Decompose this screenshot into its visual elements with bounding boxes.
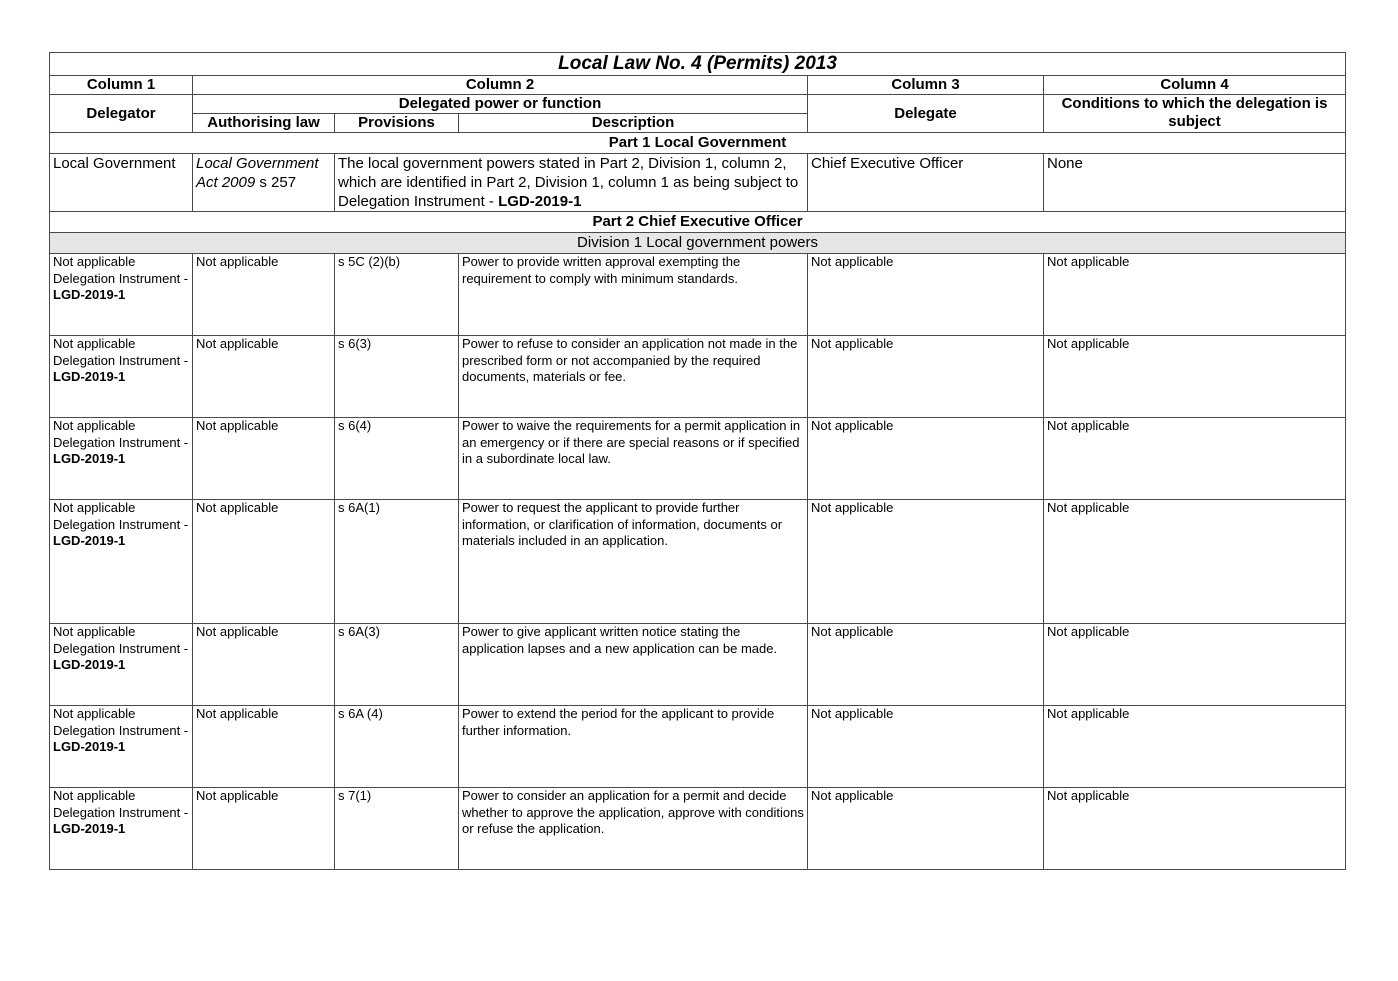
part-1-description-ref: LGD-2019-1	[498, 193, 582, 210]
row-authorising-law: Not applicable	[193, 336, 335, 418]
delegation-instrument-text: Delegation Instrument -	[53, 434, 189, 450]
row-conditions: Not applicable	[1044, 706, 1346, 788]
delegation-ref: LGD-2019-1	[53, 451, 126, 466]
row-delegator	[50, 418, 193, 500]
delegate-header: Delegate	[808, 95, 1044, 133]
row-provision: s 5C (2)(b)	[335, 254, 459, 336]
row-conditions: Not applicable	[1044, 418, 1346, 500]
row-conditions: Not applicable	[1044, 254, 1346, 336]
row-delegate: Not applicable	[808, 336, 1044, 418]
part-1-description	[335, 154, 808, 212]
table-row	[50, 500, 1346, 624]
row-authorising-law: Not applicable	[193, 788, 335, 870]
table-row	[50, 788, 1346, 870]
row-provision: s 6A (4)	[335, 706, 459, 788]
part-1-delegate: Chief Executive Officer	[808, 154, 1044, 212]
column-3-header: Column 3	[808, 76, 1044, 95]
delegator-text: Not applicable	[53, 254, 136, 269]
part-1-authorising-law	[193, 154, 335, 212]
delegated-power-header: Delegated power or function	[193, 95, 808, 114]
row-description: Power to request the applicant to provide further information, or clarification of information, documents or materials included in an application.	[459, 500, 808, 624]
row-description: Power to waive the requirements for a permit application in an emergency or if there are special reasons or if specified in a subordinate local law.	[459, 418, 808, 500]
row-delegator	[50, 336, 193, 418]
table-row	[50, 624, 1346, 706]
title-row	[50, 53, 1346, 76]
part-1-row	[50, 154, 1346, 212]
row-description: Power to provide written approval exempting the requirement to comply with minimum standards.	[459, 254, 808, 336]
row-delegate: Not applicable	[808, 624, 1044, 706]
row-conditions: Not applicable	[1044, 788, 1346, 870]
delegator-text: Not applicable	[53, 624, 136, 639]
delegator-header: Delegator	[50, 95, 193, 133]
row-authorising-law: Not applicable	[193, 254, 335, 336]
column-1-header: Column 1	[50, 76, 193, 95]
description-header: Description	[459, 114, 808, 133]
part-1-law-section: s 257	[255, 174, 297, 191]
row-description: Power to consider an application for a permit and decide whether to approve the application, approve with conditions or refuse the application.	[459, 788, 808, 870]
row-delegate: Not applicable	[808, 254, 1044, 336]
delegation-ref: LGD-2019-1	[53, 287, 126, 302]
delegation-ref: LGD-2019-1	[53, 369, 126, 384]
row-provision: s 6(3)	[335, 336, 459, 418]
column-number-row	[50, 76, 1346, 95]
table-row	[50, 336, 1346, 418]
row-delegate: Not applicable	[808, 706, 1044, 788]
row-provision: s 6(4)	[335, 418, 459, 500]
division-1-heading: Division 1 Local government powers	[50, 233, 1346, 254]
row-delegate: Not applicable	[808, 788, 1044, 870]
part-1-delegator: Local Government	[50, 154, 193, 212]
column-4-header: Column 4	[1044, 76, 1346, 95]
row-conditions: Not applicable	[1044, 336, 1346, 418]
conditions-header: Conditions to which the delegation is subject	[1044, 95, 1346, 133]
row-authorising-law: Not applicable	[193, 500, 335, 624]
table-row	[50, 418, 1346, 500]
delegator-text: Not applicable	[53, 336, 136, 351]
part-1-heading-row	[50, 133, 1346, 154]
division-row	[50, 233, 1346, 254]
column-2-header: Column 2	[193, 76, 808, 95]
delegation-table	[49, 52, 1346, 870]
row-conditions: Not applicable	[1044, 624, 1346, 706]
row-provision: s 7(1)	[335, 788, 459, 870]
row-delegator	[50, 706, 193, 788]
row-provision: s 6A(1)	[335, 500, 459, 624]
delegator-text: Not applicable	[53, 788, 136, 803]
part-1-law-name: Local Government Act 2009	[196, 155, 319, 191]
row-delegator	[50, 788, 193, 870]
row-delegator	[50, 624, 193, 706]
part-2-heading-row	[50, 212, 1346, 233]
delegator-text: Not applicable	[53, 706, 136, 721]
delegator-text: Not applicable	[53, 500, 136, 515]
delegation-ref: LGD-2019-1	[53, 657, 126, 672]
table-row	[50, 706, 1346, 788]
part-1-conditions: None	[1044, 154, 1346, 212]
row-authorising-law: Not applicable	[193, 418, 335, 500]
row-provision: s 6A(3)	[335, 624, 459, 706]
provisions-header: Provisions	[335, 114, 459, 133]
delegator-text: Not applicable	[53, 418, 136, 433]
authorising-law-header: Authorising law	[193, 114, 335, 133]
row-authorising-law: Not applicable	[193, 624, 335, 706]
row-conditions: Not applicable	[1044, 500, 1346, 624]
row-delegator	[50, 254, 193, 336]
delegation-ref: LGD-2019-1	[53, 821, 126, 836]
row-delegate: Not applicable	[808, 500, 1044, 624]
delegation-instrument-text: Delegation Instrument -	[53, 640, 189, 656]
page-title: Local Law No. 4 (Permits) 2013	[50, 53, 1346, 76]
delegation-instrument-text: Delegation Instrument -	[53, 722, 189, 738]
row-description: Power to give applicant written notice stating the application lapses and a new application can be made.	[459, 624, 808, 706]
delegation-instrument-text: Delegation Instrument -	[53, 516, 189, 532]
part-1-description-text: The local government powers stated in Part 2, Division 1, column 2, which are identified in Part 2, Division 1, column 1 as being subject to Delegation Instrument -	[338, 155, 799, 210]
delegation-instrument-text: Delegation Instrument -	[53, 804, 189, 820]
row-authorising-law: Not applicable	[193, 706, 335, 788]
part-2-heading: Part 2 Chief Executive Officer	[50, 212, 1346, 233]
delegation-ref: LGD-2019-1	[53, 739, 126, 754]
row-description: Power to refuse to consider an application not made in the prescribed form or not accompanied by the required documents, materials or fee.	[459, 336, 808, 418]
delegation-ref: LGD-2019-1	[53, 533, 126, 548]
table-row	[50, 254, 1346, 336]
row-delegator	[50, 500, 193, 624]
delegation-instrument-text: Delegation Instrument -	[53, 352, 189, 368]
delegation-instrument-text: Delegation Instrument -	[53, 270, 189, 286]
row-delegate: Not applicable	[808, 418, 1044, 500]
column-label-row	[50, 95, 1346, 114]
row-description: Power to extend the period for the applicant to provide further information.	[459, 706, 808, 788]
part-1-heading: Part 1 Local Government	[50, 133, 1346, 154]
